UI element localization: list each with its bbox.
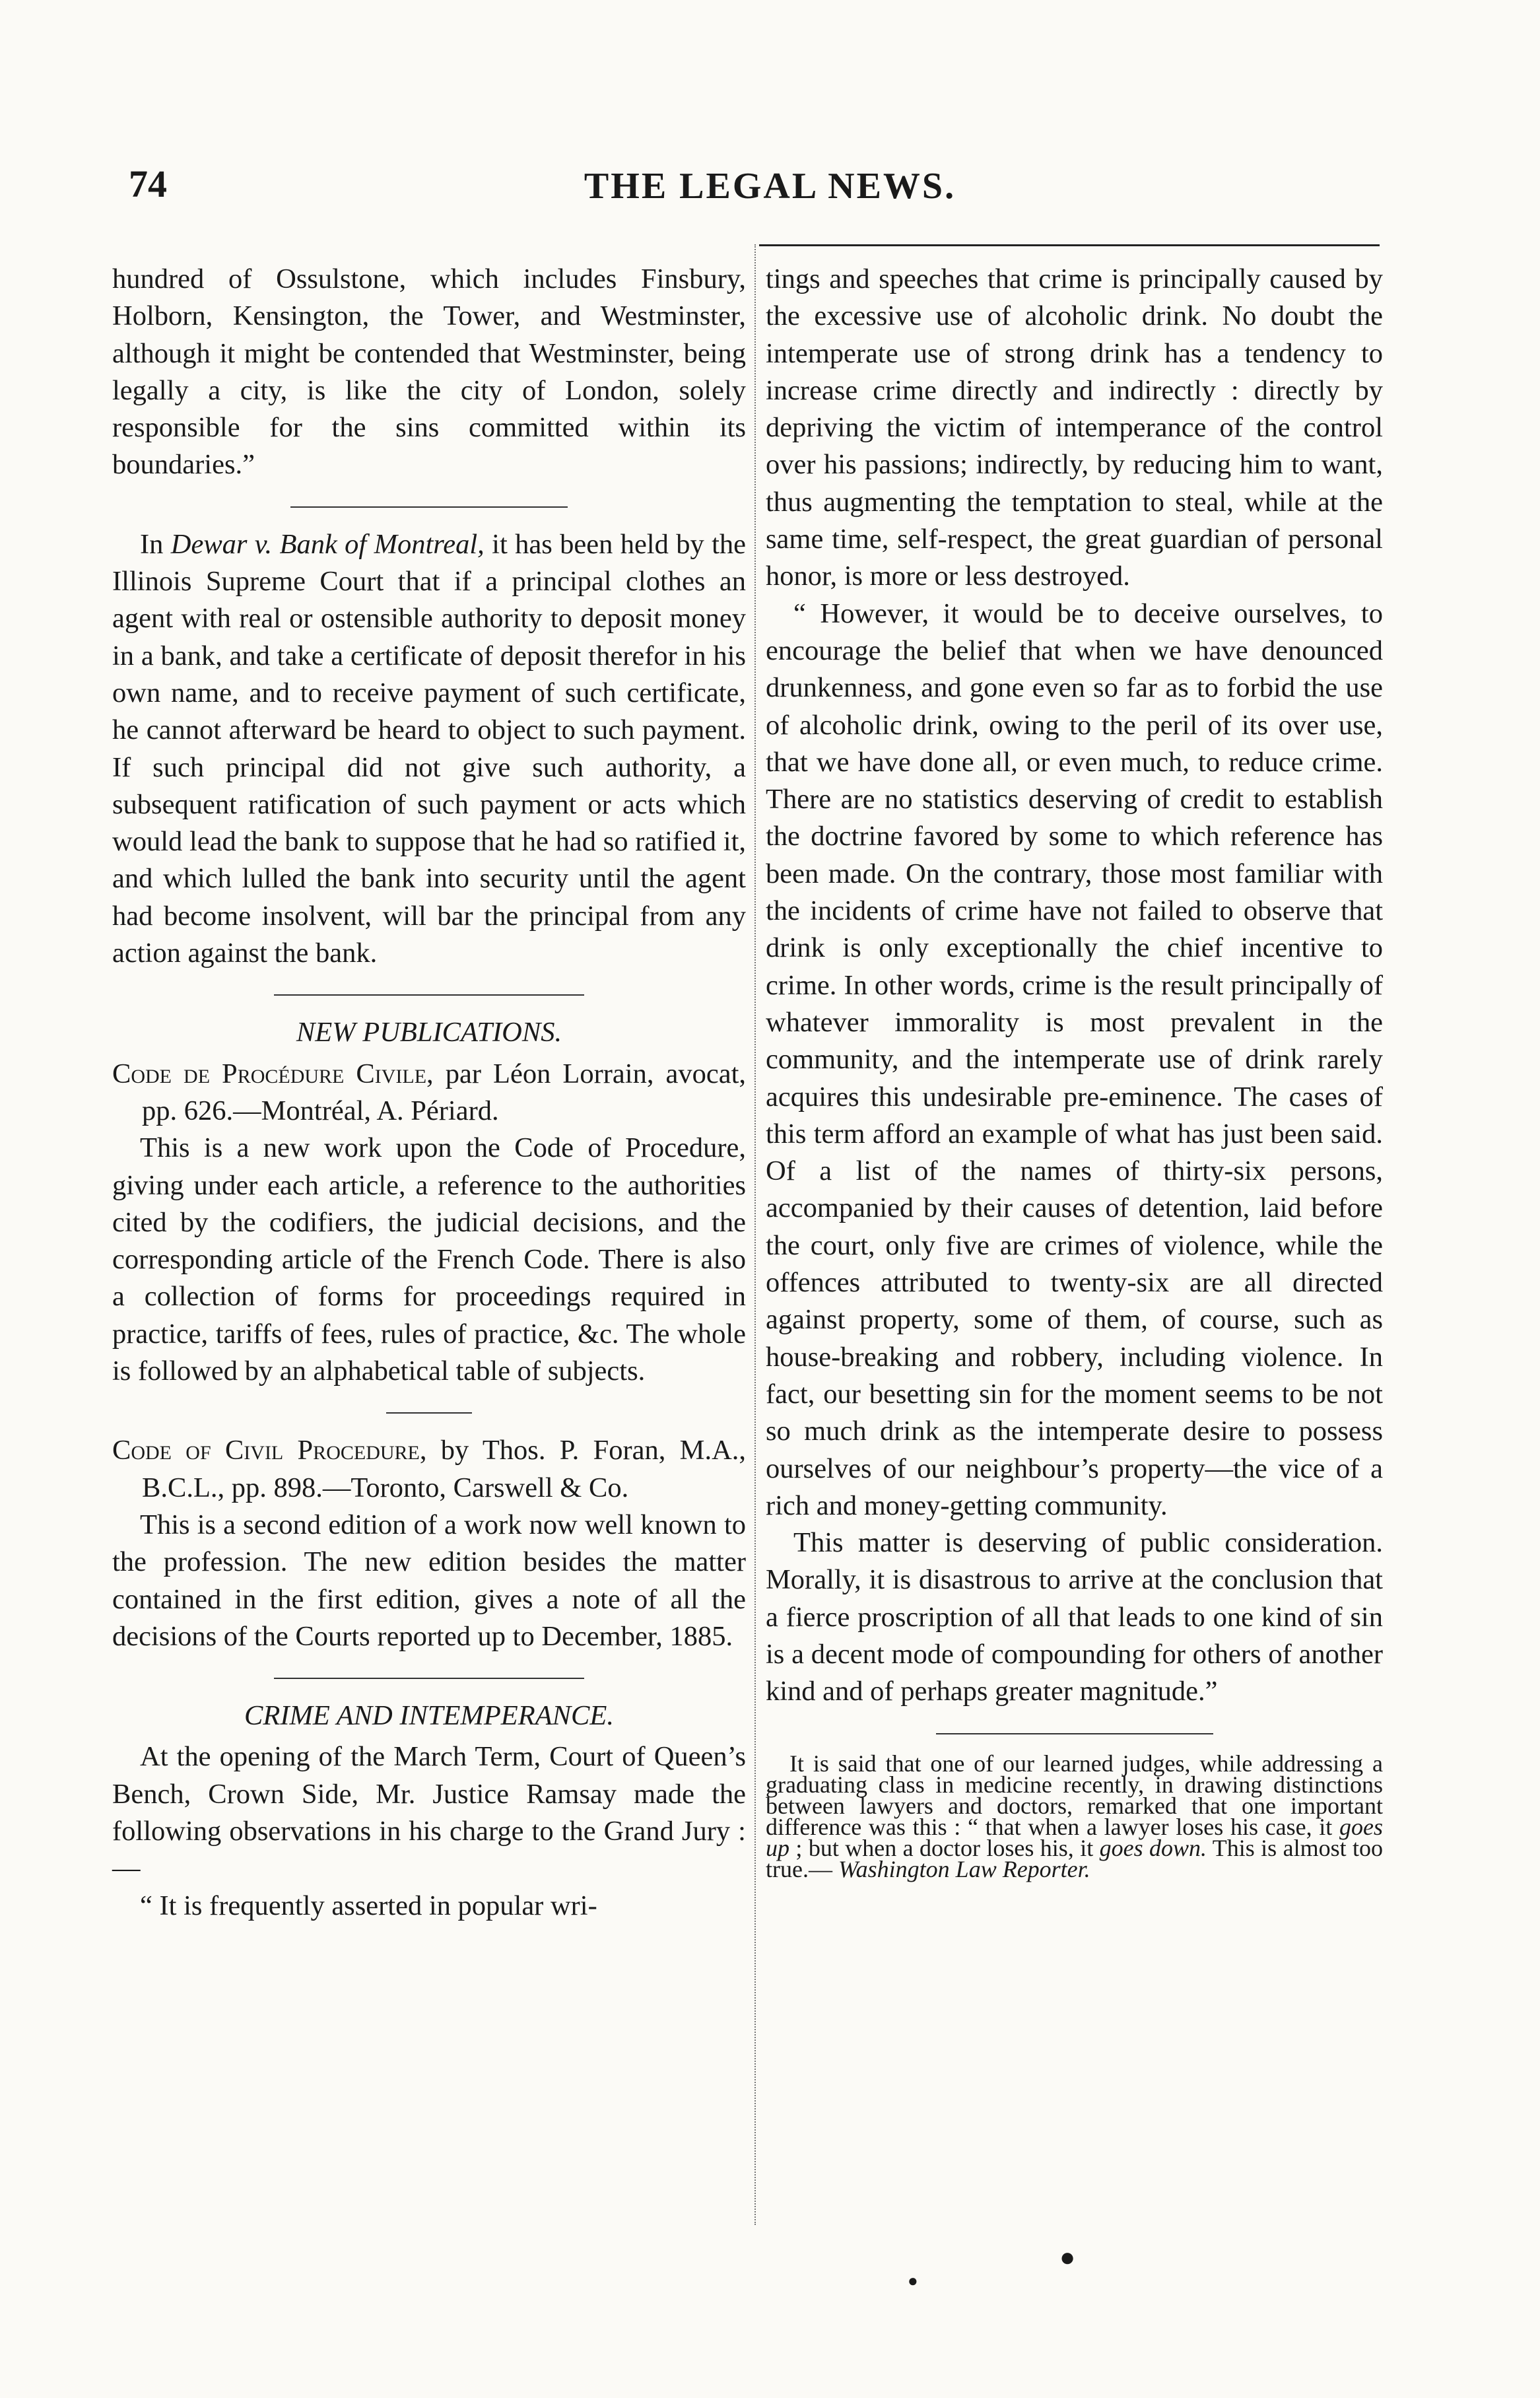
case-name: Dewar v. Bank of Montreal, bbox=[170, 528, 485, 560]
separator bbox=[274, 994, 584, 996]
paragraph-ossulstone: hundred of Ossulstone, which includes Finsbury, Holborn, Kensington, the Tower, and Westminster, although it might be contended that Westminster, being legally a city, is like the city of London, solely responsible for the sins committed within its boundaries.” bbox=[112, 263, 746, 481]
column-divider bbox=[754, 244, 756, 2225]
footnote-judges: It is said that one of our learned judges, while addressing a graduating class in medicine recently, in drawing distinctions between lawyers and doctors, remarked that one important difference was this : “ that when a lawyer loses his case, it goes up ; but when a doctor loses his, it goes down. This is almost too true.— Washington Law Reporter. bbox=[766, 1750, 1383, 1882]
page-number: 74 bbox=[129, 162, 167, 205]
header-rule bbox=[759, 244, 1380, 246]
separator bbox=[290, 506, 568, 508]
footnote-source: Washington Law Reporter. bbox=[838, 1855, 1090, 1882]
publication-foran: Code of Civil Procedure, by Thos. P. Foran, M.A., B.C.L., pp. 898.—Toronto, Carswell & Co. bbox=[112, 1435, 747, 1503]
heading-crime-intemperance: CRIME AND INTEMPERANCE. bbox=[244, 1700, 614, 1732]
ink-blot: ● bbox=[1059, 2242, 1076, 2272]
heading-new-publications: NEW PUBLICATIONS. bbox=[296, 1017, 562, 1048]
paragraph-march-term: At the opening of the March Term, Court of Queen’s Bench, Crown Side, Mr. Justice Ramsay made the following observations in his charge to the Grand Jury :— bbox=[112, 1741, 746, 1884]
publication-lorrain: Code de Procédure Civile, par Léon Lorrain, avocat, pp. 626.—Montréal, A. Périard. bbox=[112, 1058, 746, 1126]
paragraph-quote-start: “ It is frequently asserted in popular wri- bbox=[140, 1890, 597, 1921]
page-header bbox=[0, 162, 1540, 215]
separator bbox=[386, 1412, 472, 1414]
separator bbox=[936, 1733, 1213, 1734]
ink-dot: ● bbox=[908, 2271, 918, 2290]
separator bbox=[274, 1678, 584, 1679]
publication-foran-description: This is a second edition of a work now well known to the profession. The new edition besides the matter contained in the first edition, gives a note of all the decisions of the Courts reported up to December, 1885. bbox=[112, 1509, 746, 1652]
left-column bbox=[112, 261, 746, 1925]
paragraph-however: “ However, it would be to deceive ourselves, to encourage the belief that when we have denounced drunkenness, and gone even so far as to forbid the use of alcoholic drink, owing to the peril of its over use, that we have done all, or even much, to reduce crime. There are no statistics deserving of credit to establish the doctrine favored by some to which reference has been made. On the contrary, those most familiar with the incidents of crime have not failed to observe that drink is only exceptionally the chief incentive to crime. In other words, crime is the result principally of whatever immorality is most prevalent in the community, and the intemperate use of drink rarely acquires this undesirable pre-eminence. The cases of this term afford an example of what has just been said. Of a list of the names of thirty-six persons, accompanied by their causes of detention, laid before the court, only five are crimes of violence, while the offences attributed to twenty-six are all directed against property, some of them, of course, such as house-breaking and robbery, including violence. In fact, our besetting sin for the moment seems to be not so much drink as the intemperate desire to possess ourselves of our neighbour’s property—the vice of a rich and money-getting community. bbox=[766, 598, 1383, 1521]
paragraph-public-consideration: This matter is deserving of public consideration. Morally, it is disastrous to arrive at the conclusion that a fierce proscription of all that leads to one kind of sin is a decent mode of compounding for others of another kind and of perhaps greater magnitude.” bbox=[766, 1527, 1383, 1707]
publication-lorrain-description: This is a new work upon the Code of Procedure, giving under each article, a reference to the authorities cited by the codifiers, the judicial decisions, and the corresponding article of the French Code. There is also a collection of forms for proceedings required in practice, tariffs of fees, rules of practice, &c. The whole is followed by an alphabetical table of subjects. bbox=[112, 1132, 746, 1387]
right-column bbox=[766, 261, 1383, 1880]
paragraph-crime-cause: tings and speeches that crime is principally caused by the excessive use of alcoholic drink. No doubt the intemperate use of strong drink has a tendency to increase crime directly and indirectly : directly by depriving the victim of intemperance of the control over his passions; indirectly, by reducing him to want, thus augmenting the temptation to steal, while at the same time, self-respect, the great guardian of personal honor, is more or less destroyed. bbox=[766, 263, 1383, 592]
paragraph-dewar: In Dewar v. Bank of Montreal, it has been held by the Illinois Supreme Court that if a principal clothes an agent with real or ostensible authority to deposit money in a bank, and take a certificate of deposit therefor in his own name, and to receive payment of such certificate, he cannot afterward be heard to object to such payment. If such principal did not give such authority, a subsequent ratification of such payment or acts which would lead the bank to suppose that he had so ratified it, and which lulled the bank into security until the agent had become insolvent, will bar the principal from any action against the bank. bbox=[112, 528, 746, 969]
running-title: THE LEGAL NEWS. bbox=[584, 166, 956, 207]
